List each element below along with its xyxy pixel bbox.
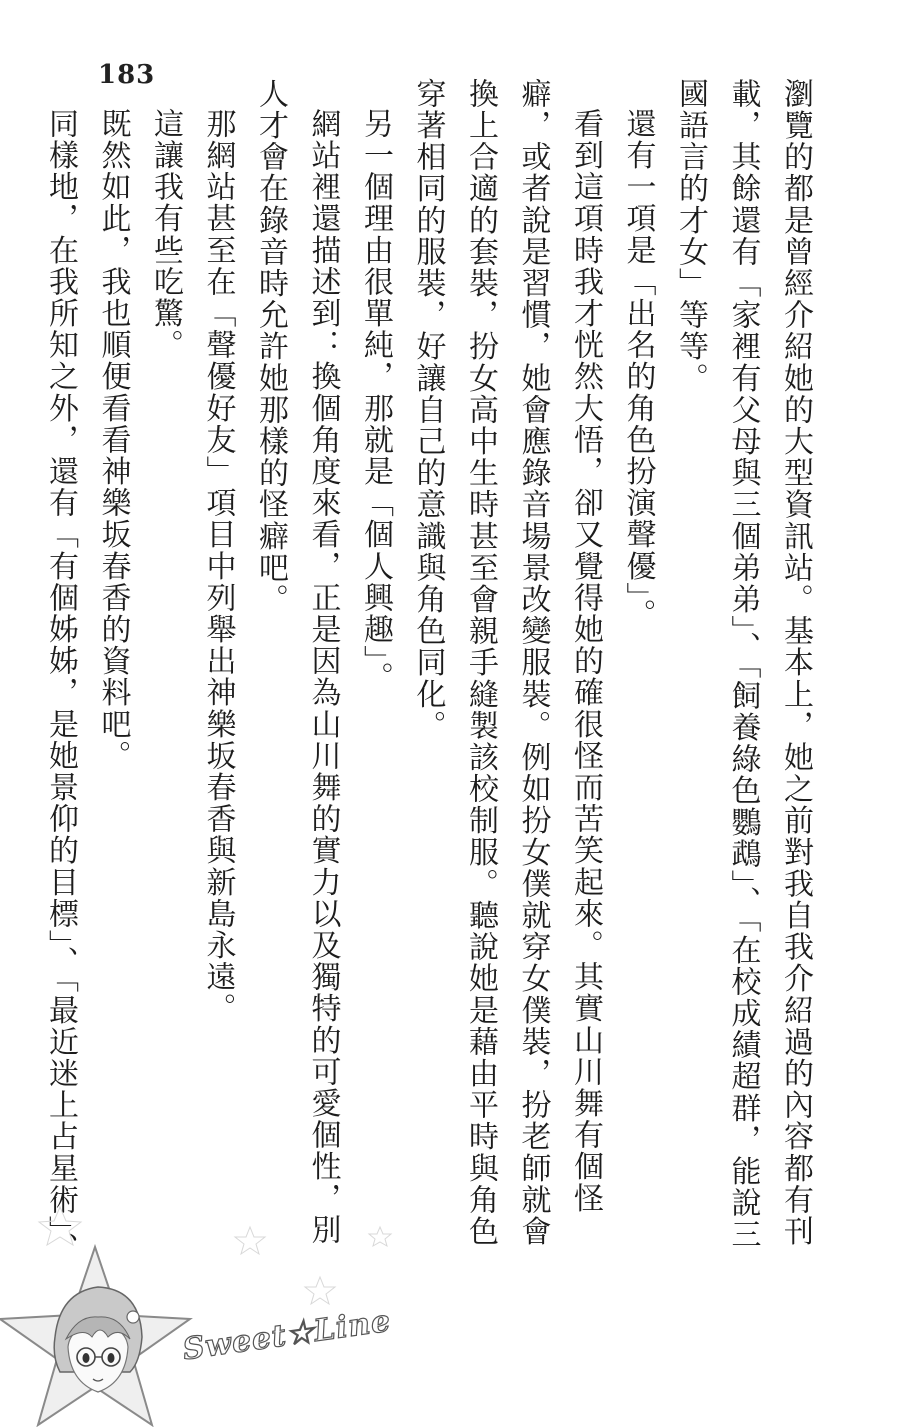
paragraph: 同樣地，在我所知之外，還有「有個姊姊，是她景仰的目標」、「最近迷上占星術」、 (43, 108, 78, 1264)
paragraph: 看到這項時我才恍然大悟，卻又覺得她的確很怪而苦笑起來。其實山川舞有個怪癖，或者說是習慣，她會應錄音場景改變服裝。例如扮女僕就穿女僕裝，扮老師就會換上合適的套裝，扮女高中生時甚至會親手縫製該校制服。聽說她是藉由平時與角色穿著相同的服裝，好讓自己的意識與角色同化。 (410, 78, 603, 1248)
sweet-line-logo: Sweet★Line (180, 1303, 394, 1368)
body-text (34, 78, 822, 1268)
paragraph: 那網站甚至在「聲優好友」項目中列舉出神樂坂春香與新島永遠。 (200, 108, 236, 1025)
paragraph: 網站裡還描述到：換個角度來看，正是因為山川舞的實力以及獨特的可愛個性，別人才會在錄音時允許她那樣的怪癖吧。 (253, 78, 341, 1246)
paragraph: 這讓我有些吃驚。 (148, 108, 183, 361)
page-number: 183 (98, 60, 156, 90)
paragraph: 還有一項是「出名的角色扮演聲優」。 (620, 108, 656, 631)
paragraph: 另一個理由很單純，那就是「個人興趣」。 (358, 108, 393, 694)
paragraph: 瀏覽的都是曾經介紹她的大型資訊站。基本上，她之前對我自我介紹過的內容都有刊載，其餘還有「家裡有父母與三個弟弟」、「飼養綠色鸚鵡」、「在校成績超群，能說三國語言的才女」等等。 (673, 78, 813, 1251)
paragraph: 既然如此，我也順便看看神樂坂春香的資料吧。 (95, 108, 131, 772)
